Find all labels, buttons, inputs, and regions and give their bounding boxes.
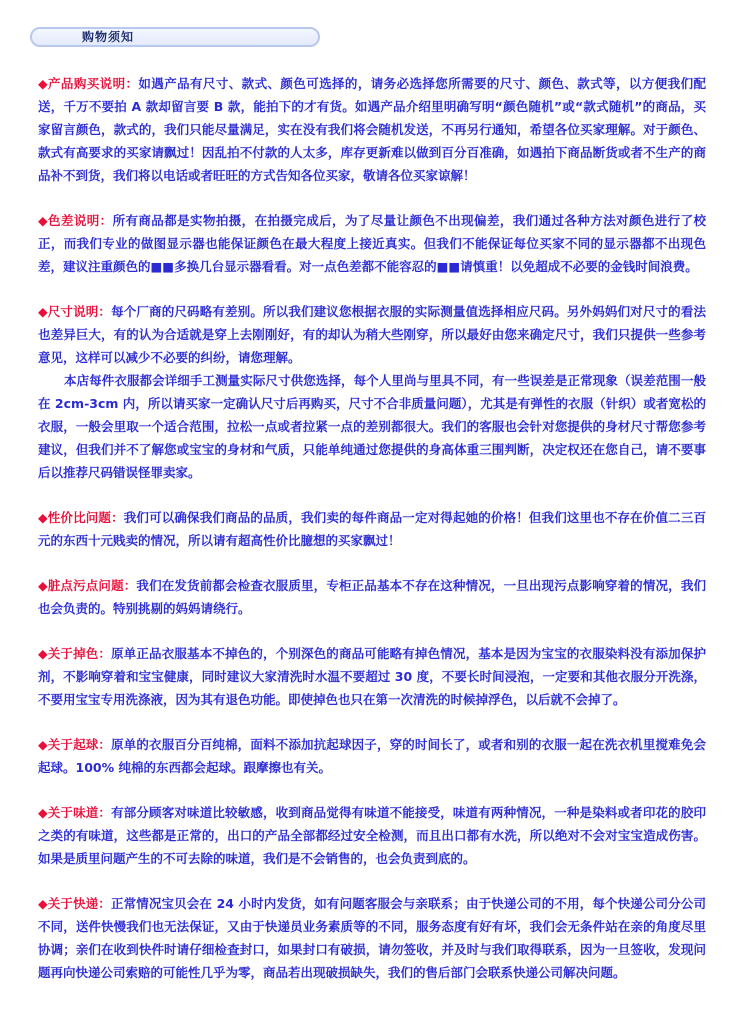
section-paragraph	[38, 733, 706, 779]
section-text: 我们可以确保我们商品的品质，我们卖的每件商品一定对得起她的价格！但我们这里也不存在价值二三百元的东西十元贱卖的情况，所以请有超高性价比臆想的买家飘过！	[38, 510, 706, 548]
section-paragraph	[38, 642, 706, 711]
section-label: ◆产品购买说明：	[38, 76, 139, 91]
notice-content	[38, 72, 706, 1006]
section-purchase	[38, 72, 706, 187]
section-shipping	[38, 892, 706, 984]
section-paragraph: 本店每件衣服都会详细手工测量实际尺寸供您选择，每个人里尚与里具不同，有一些误差是正常现象（误差范围一般在 2cm-3cm 内，所以请买家一定确认尺寸后再购买，尺寸不合非质量问题），尤其是有弹性的衣服（针织）或者宽松的衣服，一般会里取一个适合范围，拉松一点或者拉紧一点的差别都很大。我们的客服也会针对您提供的身材尺寸帮您参考建议，但我们并不了解您或宝宝的身材和气质，只能单纯通过您提供的身高体重三围判断，决定权还在您自己，请不要事后以推荐尺码错误怪罪卖家。	[38, 373, 706, 480]
section-paragraph	[38, 574, 706, 620]
section-paragraph	[38, 300, 706, 369]
section-label: ◆关于起球：	[38, 737, 112, 752]
section-label: ◆性价比问题：	[38, 510, 124, 525]
section-label: ◆色差说明：	[38, 213, 113, 228]
section-text: 有部分顾客对味道比较敏感，收到商品觉得有味道不能接受，味道有两种情况，一种是染料或者印花的胶印之类的有味道，这些都是正常的，出口的产品全部都经过安全检测，而且出口都有水洗，所以绝对不会对宝宝造成伤害。如果是质里问题产生的不可去除的味道，我们是不会销售的，也会负责到底的。	[38, 805, 706, 866]
section-label: ◆脏点污点问题：	[38, 578, 137, 593]
section-value	[38, 506, 706, 552]
section-text: 所有商品都是实物拍摄，在拍摄完成后，为了尽量让颜色不出现偏差，我们通过各种方法对颜色进行了校正，而我们专业的做图显示器也能保证颜色在最大程度上接近真实。但我们不能保证每位买家不同的显示器都不出现色差，建议注重颜色的■■多换几台显示器看看。对一点色差都不能容忍的■■请慎重！以免超成不必要的金钱时间浪费。	[38, 213, 706, 274]
section-paragraph	[38, 72, 706, 187]
section-odor	[38, 801, 706, 870]
section-paragraph	[38, 209, 706, 278]
page-title: 购物须知	[82, 30, 135, 44]
section-size	[38, 300, 706, 484]
section-paragraph	[38, 506, 706, 552]
section-paragraph	[38, 801, 706, 870]
section-text: 原单正品衣服基本不掉色的，个别深色的商品可能略有掉色情况，基本是因为宝宝的衣服染料没有添加保护剂，不影响穿着和宝宝健康，同时建议大家清洗时水温不要超过 30 度，不要长时间浸泡，一定要和其他衣服分开洗涤，不要用宝宝专用洗涤液，因为其有退色功能。即使掉色也只在第一次清洗的时候掉浮色，以后就不会掉了。	[38, 646, 706, 707]
section-label: ◆关于掉色：	[38, 646, 112, 661]
section-pilling	[38, 733, 706, 779]
section-color-difference	[38, 209, 706, 278]
section-fading	[38, 642, 706, 711]
header-pill	[30, 27, 320, 47]
section-text: 原单的衣服百分百纯棉，面料不添加抗起球因子，穿的时间长了，或者和别的衣服一起在洗衣机里搅难免会起球。100% 纯棉的东西都会起球。跟摩擦也有关。	[38, 737, 706, 775]
section-stains	[38, 574, 706, 620]
section-paragraph	[38, 892, 706, 984]
section-text: 正常情况宝贝会在 24 小时内发货，如有问题客服会与亲联系；由于快递公司的不用，每个快递公司分公司不同，送件快慢我们也无法保证，又由于快递员业务素质等的不同，服务态度有好有坏，我们会无条件站在亲的角度尽里协调；亲们在收到快件时请仔细检查封口，如果封口有破损，请勿签收，并及时与我们取得联系，因为一旦签收，发现问题再向快递公司索赔的可能性几乎为零，商品若出现破损缺失，我们的售后部门会联系快递公司解决问题。	[38, 896, 706, 980]
section-text: 每个厂商的尺码略有差别。所以我们建议您根据衣服的实际测量值选择相应尺码。另外妈妈们对尺寸的看法也差异巨大，有的认为合适就是穿上去刚刚好，有的却认为稍大些刚穿，所以最好由您来确定尺寸，我们只提供一些参考意见，这样可以减少不必要的纠纷，请您理解。	[38, 304, 706, 365]
section-text: 我们在发货前都会检查衣服质里，专柜正品基本不存在这种情况，一旦出现污点影响穿着的情况，我们也会负责的。特别挑剔的妈妈请绕行。	[38, 578, 706, 616]
section-label: ◆关于味道：	[38, 805, 112, 820]
section-label: ◆尺寸说明：	[38, 304, 112, 319]
section-label: ◆关于快递：	[38, 896, 111, 911]
section-text: 如遇产品有尺寸、款式、颜色可选择的，请务必选择您所需要的尺寸、颜色、款式等，以方便我们配送，千万不要拍 A 款却留言要 B 款，能拍下的才有货。如遇产品介绍里明确写明“颜色随机”或“款式随机”的商品，买家留言颜色，款式的，我们只能尽量满足，实在没有我们将会随机发送，不再另行通知，希望各位买家理解。对于颜色、款式有高要求的买家请飘过！因乱拍不付款的人太多，库存更新难以做到百分百准确，如遇拍下商品断货或者不生产的商品补不到货，我们将以电话或者旺旺的方式告知各位买家，敬请各位买家谅解！	[38, 76, 706, 183]
